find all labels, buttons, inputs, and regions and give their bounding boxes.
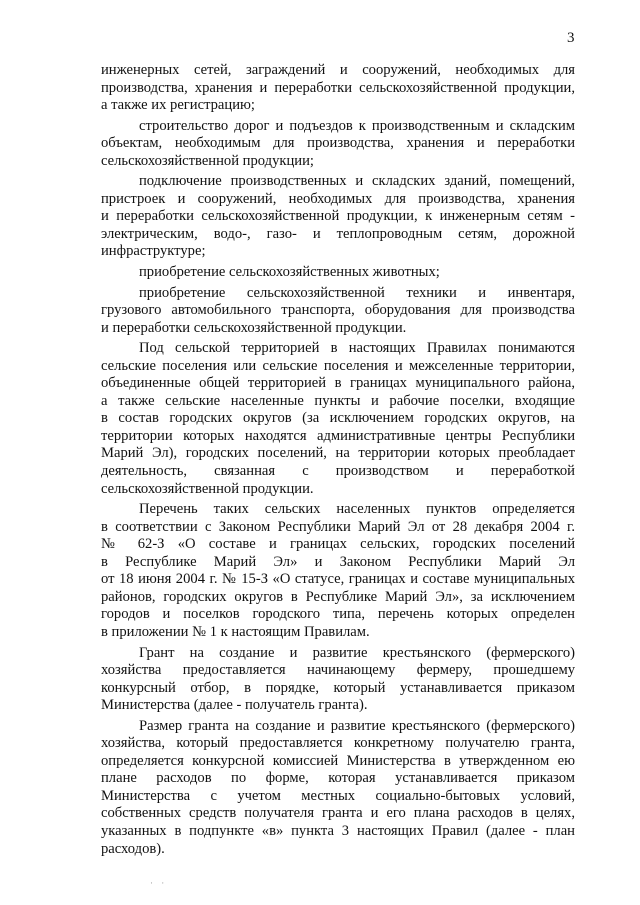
text-line: приобретение сельскохозяйственной техники и инвентаря,	[139, 284, 575, 301]
text-line: Марий Эл), городских поселений, на территории которых преобладает	[101, 445, 575, 462]
text-line: сельскохозяйственной продукции.	[101, 480, 314, 497]
text-line: подключение производственных и складских зданий, помещений,	[139, 173, 575, 190]
text-line: городов и поселков городского типа, перечень которых определен	[101, 606, 575, 623]
text-line: в состав городских округов (за исключением городских округов, на	[101, 410, 575, 427]
text-line: инфраструктуре;	[101, 243, 206, 260]
text-line: расходов).	[101, 840, 165, 857]
page-number: 3	[567, 30, 575, 46]
text-line: собственных средств получателя гранта и его плана расходов в целях,	[101, 805, 575, 822]
text-line: а также их регистрацию;	[101, 97, 255, 114]
text-line: и переработки сельскохозяйственной продукции.	[101, 319, 407, 336]
text-line: указанных в подпункте «в» пункта 3 настоящих Правил (далее - план	[101, 822, 575, 839]
text-line: конкурсный отбор, в порядке, который устанавливается приказом	[101, 679, 575, 696]
text-line: сельские поселения или сельские поселения и межселенные территории,	[101, 357, 575, 374]
text-line: районов, городских округов в Республике Марий Эл», за исключением	[101, 588, 575, 605]
text-line: электрическим, водо-, газо- и теплопроводным сетям, дорожной	[101, 225, 575, 242]
text-line: приобретение сельскохозяйственных животных;	[139, 264, 440, 281]
text-line: объединенные общей территорией в границах муниципального района,	[101, 375, 575, 392]
text-line: Министерства с учетом местных социально-бытовых условий,	[101, 787, 575, 804]
text-line: территории которых находятся административные центры Республики	[101, 427, 575, 444]
text-line: определяется конкурсной комиссией Министерства в утвержденном ею	[101, 752, 575, 769]
text-line: производства, хранения и переработки сельскохозяйственной продукции,	[101, 79, 575, 96]
text-line: деятельность, связанная с производством и переработкой	[101, 463, 575, 480]
text-line: № 62-З «О составе и границах сельских, городских поселений	[101, 536, 575, 553]
text-line: от 18 июня 2004 г. № 15-З «О статусе, границах и составе муниципальных	[101, 571, 575, 588]
text-line: Размер гранта на создание и развитие крестьянского (фермерского)	[139, 717, 575, 734]
text-line: в Республике Марий Эл» и Законом Республики Марий Эл	[101, 553, 575, 570]
text-line: грузового автомобильного транспорта, оборудования для производства	[101, 302, 575, 319]
text-line: строительство дорог и подъездов к производственным и складским	[139, 117, 575, 134]
text-line: Грант на создание и развитие крестьянского (фермерского)	[139, 644, 575, 661]
scan-specks: · ·	[150, 878, 168, 888]
text-line: пристроек и сооружений, необходимых для производства, хранения	[101, 190, 575, 207]
text-line: а также сельские населенные пункты и рабочие поселки, входящие	[101, 392, 575, 409]
text-line: сельскохозяйственной продукции;	[101, 152, 314, 169]
text-line: объектам, необходимым для производства, хранения и переработки	[101, 135, 575, 152]
text-line: и переработки сельскохозяйственной продукции, к инженерным сетям -	[101, 208, 575, 225]
text-line: хозяйства предоставляется начинающему фермеру, прошедшему	[101, 662, 575, 679]
text-line: инженерных сетей, заграждений и сооружений, необходимых для	[101, 62, 575, 78]
text-line: Под сельской территорией в настоящих Правилах понимаются	[139, 340, 575, 357]
text-line: Министерства (далее - получатель гранта).	[101, 697, 368, 714]
text-line: в соответствии с Законом Республики Марий Эл от 28 декабря 2004 г.	[101, 518, 575, 535]
text-line: Перечень таких сельских населенных пунктов определяется	[139, 501, 575, 518]
document-body	[101, 62, 575, 858]
text-line: хозяйства, который предоставляется конкретному получателю гранта,	[101, 735, 575, 752]
text-line: плане расходов по форме, которая устанавливается приказом	[101, 770, 575, 787]
text-line: в приложении № 1 к настоящим Правилам.	[101, 623, 370, 640]
